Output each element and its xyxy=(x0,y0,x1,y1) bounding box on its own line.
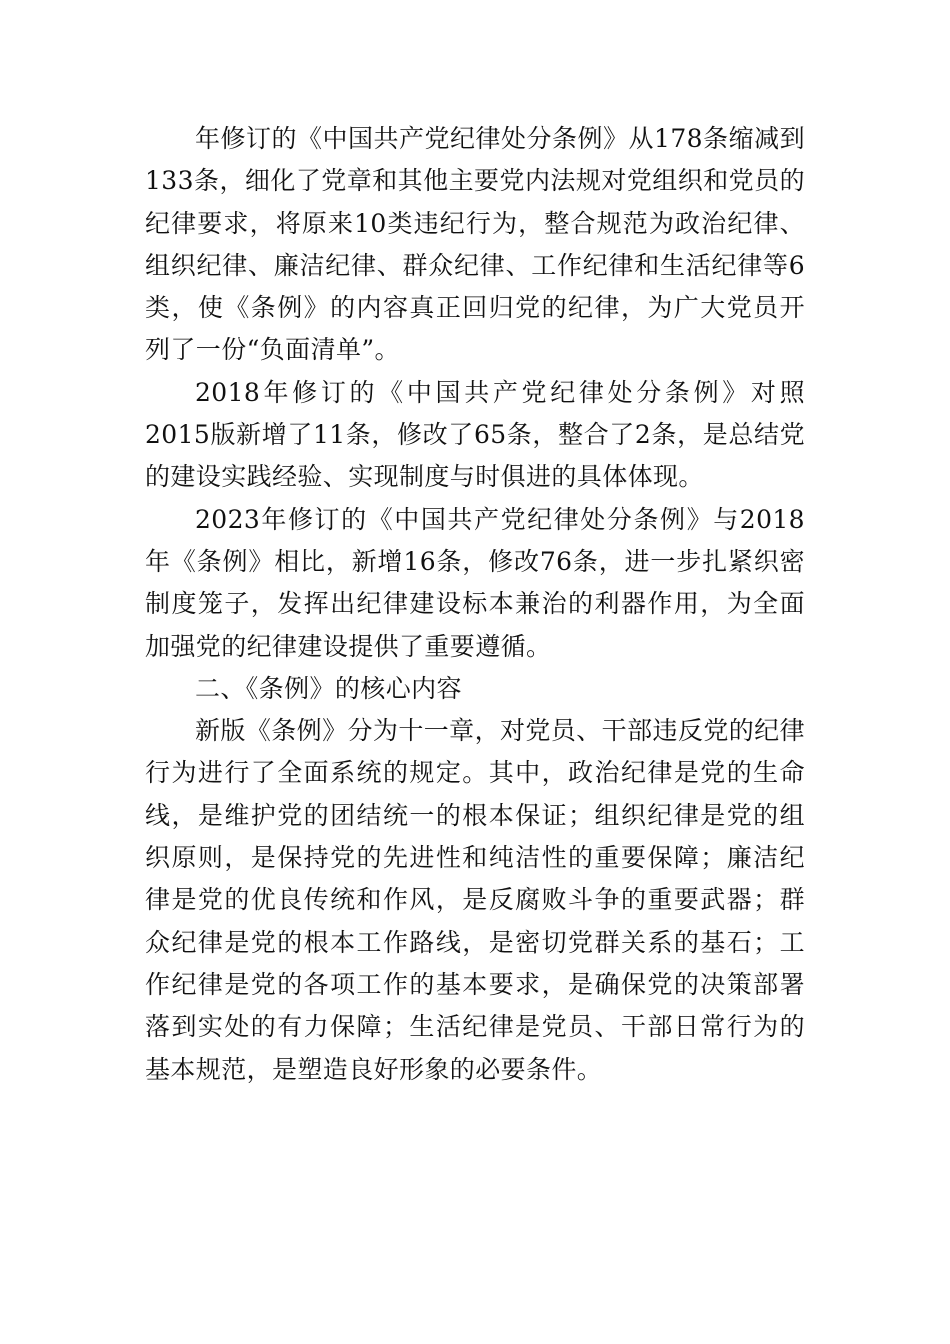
section-heading-core-content: 二、《条例》的核心内容 xyxy=(195,673,462,703)
paragraph-regulation-2018: 2018年修订的《中国共产党纪律处分条例》对照2015版新增了11条，修改了65条，整合了2条，是总结党的建设实践经验、实现制度与时俱进的具体体现。 xyxy=(145,377,805,492)
document-page xyxy=(145,118,805,1091)
paragraph-regulation-2015: 年修订的《中国共产党纪律处分条例》从178条缩减到133条，细化了党章和其他主要党内法规对党组织和党员的纪律要求，将原来10类违纪行为，整合规范为政治纪律、组织纪律、廉洁纪律、群众纪律、工作纪律和生活纪律等6类，使《条例》的内容真正回归党的纪律，为广大党员开列了一份“负面清单”。 xyxy=(145,124,805,365)
paragraph-regulation-2023: 2023年修订的《中国共产党纪律处分条例》与2018年《条例》相比，新增16条，修改76条，进一步扎紧织密制度笼子，发挥出纪律建设标本兼治的利器作用，为全面加强党的纪律建设提供了重要遵循。 xyxy=(145,504,805,661)
paragraph-core-content: 新版《条例》分为十一章，对党员、干部违反党的纪律行为进行了全面系统的规定。其中，政治纪律是党的生命线，是维护党的团结统一的根本保证；组织纪律是党的组织原则，是保持党的先进性和纯洁性的重要保障；廉洁纪律是党的优良传统和作风，是反腐败斗争的重要武器；群众纪律是党的根本工作路线，是密切党群关系的基石；工作纪律是党的各项工作的基本要求，是确保党的决策部署落到实处的有力保障；生活纪律是党员、干部日常行为的基本规范，是塑造良好形象的必要条件。 xyxy=(145,716,805,1084)
